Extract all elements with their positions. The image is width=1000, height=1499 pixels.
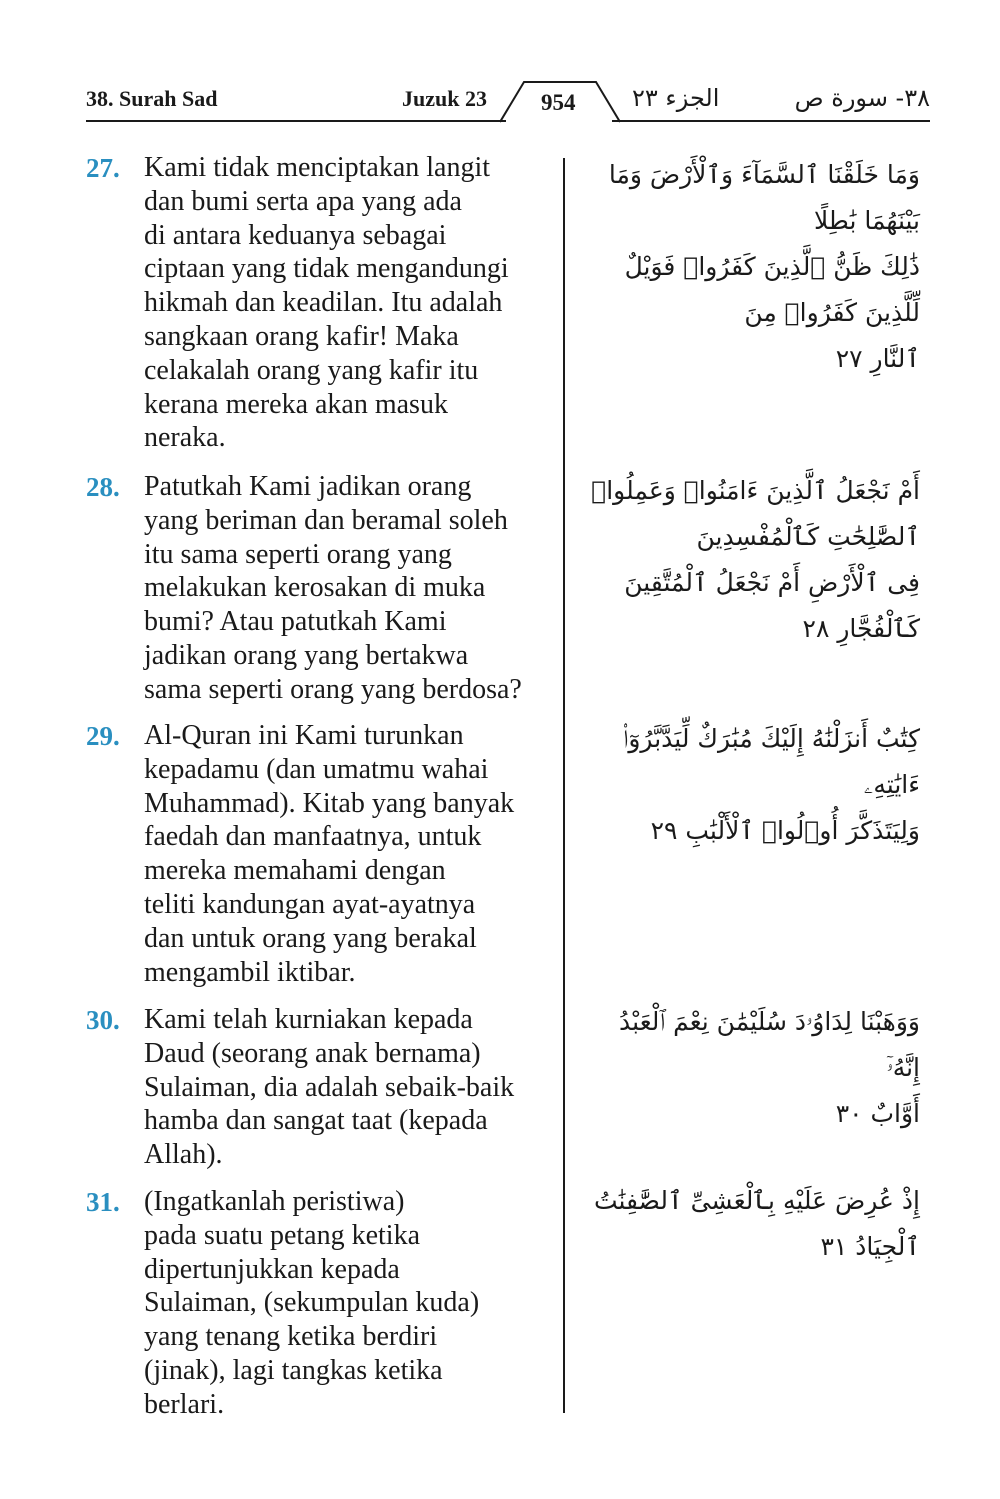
verse-translation: Patutkah Kami jadikan orang yang beriman dan beramal soleh itu sama seperti orang yang melakukan kerosakan di muka bumi? Atau patutkah Kami jadikan orang yang bertakwa sama seperti orang yang berdosa? bbox=[144, 471, 522, 705]
verse-31-arabic: إِذْ عُرِضَ عَلَيْهِ بِٱلْعَشِىِّ ٱلصَّٰفِنَٰتُ ٱلْجِيَادُ ٣١ bbox=[593, 1186, 920, 1261]
verse-translation: (Ingatkanlah peristiwa) pada suatu petang ketika dipertunjukkan kepada Sulaiman, (sekumpulan kuda) yang tenang ketika berdiri (jinak), lagi tangkas ketika berlari. bbox=[144, 1186, 480, 1420]
verse-translation: Al-Quran ini Kami turunkan kepadamu (dan umatmu wahai Muhammad). Kitab yang banyak faedah dan manfaatnya, untuk mereka memahami dengan teliti kandungan ayat-ayatnya dan untuk orang yang berakal mengambil iktibar. bbox=[144, 720, 515, 988]
verse-29-arabic: كِتَٰبٌ أَنزَلْنَٰهُ إِلَيْكَ مُبَٰرَكٌ لِّيَدَّبَّرُوٓا۟ ءَايَٰتِهِۦ وَلِيَتَذَكَّرَ أُو۟لُوا۟ ٱلْأَلْبَٰبِ ٢٩ bbox=[622, 724, 920, 845]
verse-number: 27. bbox=[86, 153, 120, 183]
verse-translation: Kami tidak menciptakan langit dan bumi serta apa yang ada di antara keduanya sebagai ciptaan yang tidak mengandungi hikmah dan keadilan. Itu adalah sangkaan orang kafir! Maka celakalah orang yang kafir itu kerana mereka akan masuk neraka. bbox=[144, 152, 509, 454]
juzuk-label: Juzuk 23 bbox=[402, 86, 487, 111]
header-rule-right bbox=[612, 120, 930, 122]
surah-title: 38. Surah Sad bbox=[86, 86, 218, 111]
header-rule-left bbox=[86, 120, 506, 122]
page-number: 954 bbox=[541, 90, 576, 115]
verse-translation: Kami telah kurniakan kepada Daud (seorang anak bernama) Sulaiman, dia adalah sebaik-baik hamba dan sangat taat (kepada Allah). bbox=[144, 1004, 515, 1171]
juz-arabic-label: الجزء ٢٣ bbox=[632, 84, 720, 112]
verse-27-arabic: وَمَا خَلَقْنَا ٱلسَّمَآءَ وَٱلْأَرْضَ وَمَا بَيْنَهُمَا بَٰطِلًا ذَٰلِكَ ظَنُّ ٱلَّذِينَ كَفَرُوا۟ فَوَيْلٌ لِّلَّذِينَ كَفَرُوا۟ مِنَ ٱلنَّارِ ٢٧ bbox=[608, 160, 920, 373]
page-number-tab bbox=[500, 80, 620, 124]
verse-number: 30. bbox=[86, 1005, 120, 1035]
verse-28-arabic: أَمْ نَجْعَلُ ٱلَّذِينَ ءَامَنُوا۟ وَعَمِلُوا۟ ٱلصَّٰلِحَٰتِ كَٱلْمُفْسِدِينَ فِى ٱلْأَرْضِ أَمْ نَجْعَلُ ٱلْمُتَّقِينَ كَٱلْفُجَّارِ ٢٨ bbox=[591, 476, 920, 643]
surah-arabic-title: ٣٨- سورة ص bbox=[794, 84, 930, 112]
verse-number: 28. bbox=[86, 472, 120, 502]
verse-30-arabic: وَوَهَبْنَا لِدَاوُۥدَ سُلَيْمَٰنَ نِعْمَ ٱلْعَبْدُ إِنَّهُۥٓ أَوَّابٌ ٣٠ bbox=[619, 1007, 920, 1128]
verse-number: 31. bbox=[86, 1187, 120, 1217]
verse-number: 29. bbox=[86, 721, 120, 751]
